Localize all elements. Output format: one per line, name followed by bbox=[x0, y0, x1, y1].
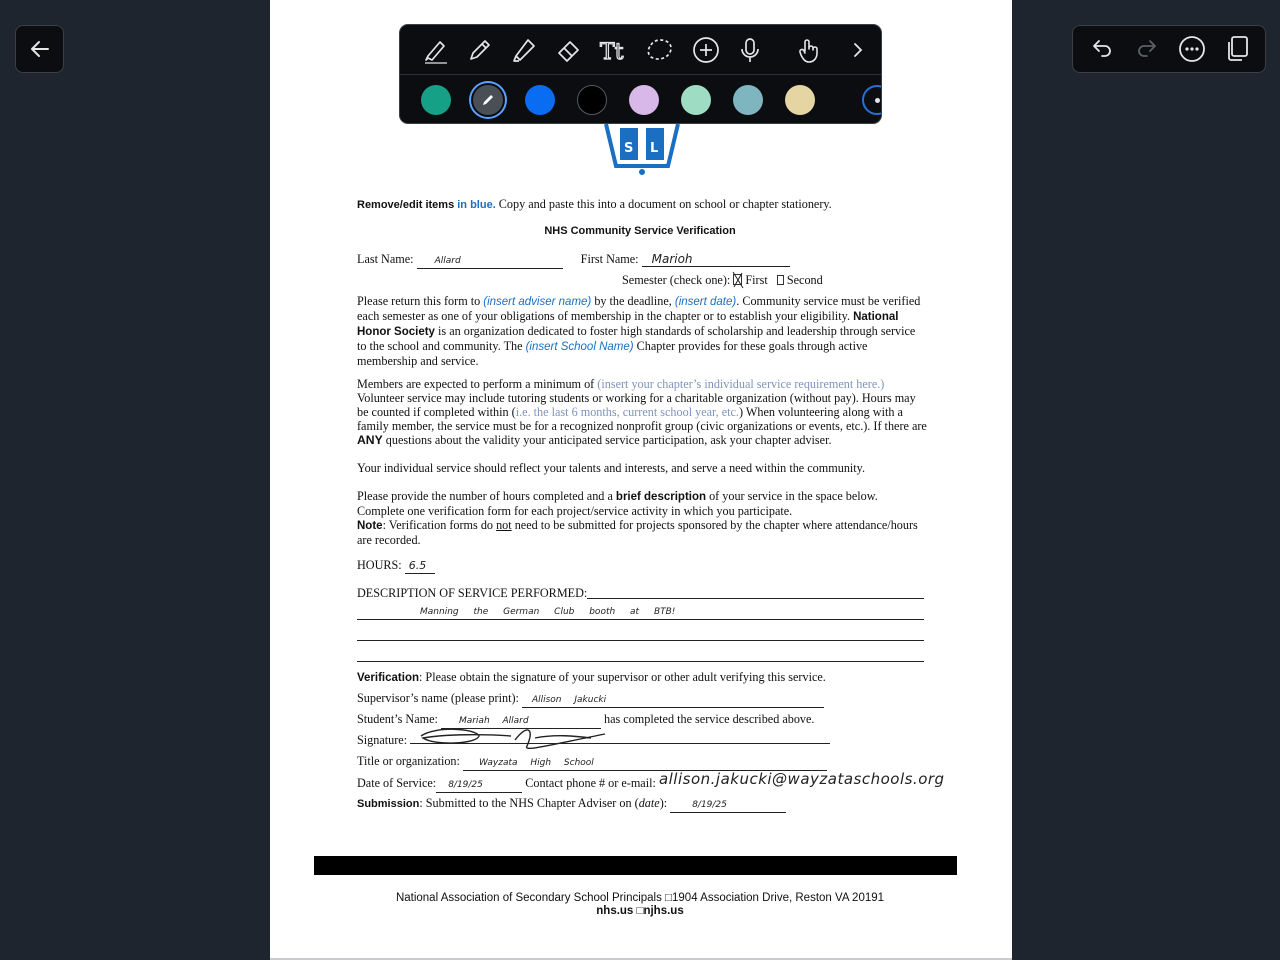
add-icon bbox=[691, 35, 721, 65]
date-of-service-field[interactable] bbox=[436, 776, 522, 793]
description-value[interactable]: Manning the German Club booth at BTB! bbox=[420, 607, 676, 617]
eraser-tool[interactable] bbox=[553, 34, 585, 66]
pencil-icon bbox=[466, 36, 494, 64]
para1-text: by the deadline, bbox=[591, 294, 675, 308]
student-label: Student’s Name: bbox=[357, 712, 438, 726]
submission-date-italic: date bbox=[638, 796, 660, 810]
lasso-icon bbox=[645, 35, 675, 65]
annotation-toolbar bbox=[399, 24, 882, 124]
date-contact-row bbox=[357, 770, 977, 793]
form-title: NHS Community Service Verification bbox=[544, 225, 736, 237]
requirement-placeholder: (insert your chapter’s individual service requirement here.) bbox=[597, 377, 885, 391]
hours-field[interactable] bbox=[405, 558, 435, 574]
svg-text:S: S bbox=[624, 141, 634, 156]
supervisor-label: Supervisor’s name (please print): bbox=[357, 691, 519, 705]
semester-first-label: First bbox=[745, 273, 768, 287]
description-line bbox=[357, 661, 924, 662]
description-label: DESCRIPTION OF SERVICE PERFORMED: bbox=[357, 586, 588, 600]
chevron-right-icon bbox=[849, 41, 867, 59]
pages-button[interactable] bbox=[1222, 34, 1252, 64]
semester-row bbox=[622, 273, 882, 287]
signature-label: Signature: bbox=[357, 733, 408, 747]
note-not: not bbox=[496, 518, 512, 532]
note-label: Note bbox=[357, 520, 383, 532]
paragraph-talents: Your individual service should reflect your talents and interests, and serve a need within the community. bbox=[357, 461, 866, 475]
last-name-field[interactable] bbox=[417, 252, 563, 269]
color-swatch-lavender[interactable] bbox=[629, 85, 659, 115]
timeframe-placeholder: i.e. the last 6 months, current school year, etc. bbox=[515, 405, 739, 419]
first-name-field[interactable] bbox=[642, 252, 790, 267]
color-swatch-black[interactable] bbox=[577, 85, 607, 115]
para1-text: Please return this form to bbox=[357, 294, 484, 308]
description-line bbox=[357, 640, 924, 641]
fountain-pen-icon bbox=[422, 36, 450, 64]
adviser-name-placeholder: (insert adviser name) bbox=[483, 296, 592, 308]
footer-bar bbox=[314, 856, 957, 875]
para2-text: questions about the validity your anticipated service participation, ask your chapter adviser. bbox=[382, 433, 832, 447]
text-tool-icon bbox=[599, 36, 629, 64]
submission-date-value: 8/19/25 bbox=[692, 800, 727, 810]
paragraph-provide bbox=[357, 489, 927, 547]
nhs-bold: National Honor Society bbox=[357, 311, 899, 338]
redo-icon bbox=[1136, 38, 1158, 60]
paragraph-return bbox=[357, 294, 927, 368]
semester-second-checkbox[interactable] bbox=[777, 275, 784, 285]
back-button[interactable] bbox=[15, 25, 64, 73]
highlighter-tool[interactable] bbox=[508, 34, 540, 66]
verification-text: : Please obtain the signature of your supervisor or other adult verifying this service. bbox=[419, 670, 826, 684]
date-of-service-value: 8/19/25 bbox=[448, 780, 483, 790]
last-name-value: Allard bbox=[434, 256, 461, 266]
color-swatch-slate-teal[interactable] bbox=[733, 85, 763, 115]
undo-button[interactable] bbox=[1087, 34, 1117, 64]
note-text: need to be submitted for projects sponsored by the chapter where attendance/hours are recorded. bbox=[357, 518, 918, 547]
para1-text: . Community service must be verified each semester as one of your obligations of membership in the chapter or to establish your eligibility. bbox=[357, 294, 921, 323]
hours-row bbox=[357, 558, 927, 574]
fountain-pen-tool[interactable] bbox=[420, 34, 452, 66]
instructions-line bbox=[357, 197, 927, 212]
text-tool[interactable] bbox=[598, 34, 630, 66]
instructions-bold: Remove/edit items bbox=[357, 199, 455, 211]
supervisor-value: Allison Jakucki bbox=[531, 695, 607, 705]
undo-icon bbox=[1091, 38, 1113, 60]
title-row bbox=[357, 754, 927, 771]
color-swatch-blue[interactable] bbox=[525, 85, 555, 115]
touch-mode-button[interactable] bbox=[794, 34, 826, 66]
contact-value[interactable]: allison.jakucki@wayzataschools.org bbox=[658, 770, 945, 788]
submission-date-field[interactable] bbox=[670, 796, 786, 813]
signature-image bbox=[415, 722, 615, 754]
name-row bbox=[357, 252, 927, 269]
semester-second-label: Second bbox=[786, 273, 823, 287]
student-after-text: has completed the service described above. bbox=[604, 712, 815, 726]
paragraph-members bbox=[357, 377, 927, 447]
semester-first-checkbox[interactable] bbox=[733, 274, 742, 285]
submission-text: : Submitted to the NHS Chapter Adviser on ( bbox=[419, 796, 639, 810]
instructions-blue: in blue. bbox=[457, 199, 496, 211]
microphone-icon bbox=[736, 36, 764, 64]
eraser-icon bbox=[555, 36, 583, 64]
color-swatch-sand[interactable] bbox=[785, 85, 815, 115]
date-of-service-label: Date of Service: bbox=[357, 776, 437, 790]
microphone-button[interactable] bbox=[734, 34, 766, 66]
arrow-left-icon bbox=[29, 38, 51, 60]
color-swatch-gray-selected[interactable] bbox=[473, 85, 503, 115]
para2-text: Volunteer service may include tutoring students or working for a charitable organization (without pay). Hours may be counted if completed within ( bbox=[357, 391, 916, 419]
last-name-label: Last Name: bbox=[357, 252, 414, 266]
para1-text: is an organization dedicated to foster high standards of scholarship and leadership through service to the school and community. The bbox=[357, 324, 916, 353]
pencil-icon bbox=[481, 93, 495, 107]
para4-text: of your service in the space below. Complete one verification form for each project/service activity in which you participate. bbox=[357, 489, 878, 518]
supervisor-row bbox=[357, 691, 927, 708]
pencil-tool[interactable] bbox=[464, 34, 496, 66]
contact-label: Contact phone # or e-mail: bbox=[525, 776, 656, 790]
more-button[interactable] bbox=[1177, 34, 1207, 64]
para1-text: Chapter provides for these goals through active membership and service. bbox=[357, 339, 868, 368]
color-swatch-mint[interactable] bbox=[681, 85, 711, 115]
semester-label: Semester (check one): bbox=[622, 273, 731, 287]
first-name-value: Marioh bbox=[651, 252, 693, 266]
submission-bold: Submission bbox=[357, 798, 420, 810]
any-bold: ANY bbox=[357, 433, 383, 447]
student-value: Mariah Allard bbox=[458, 716, 529, 726]
date-placeholder: (insert date) bbox=[674, 296, 737, 308]
nhs-logo bbox=[604, 120, 680, 178]
school-name-placeholder: (insert School Name) bbox=[525, 341, 634, 353]
lasso-tool[interactable] bbox=[644, 34, 676, 66]
color-swatch-teal[interactable] bbox=[421, 85, 451, 115]
footer-links: nhs.us □njhs.us bbox=[596, 905, 684, 917]
supervisor-field[interactable] bbox=[522, 691, 824, 708]
highlighter-icon bbox=[510, 36, 538, 64]
document-controls bbox=[1072, 25, 1266, 73]
para4-text: Please provide the number of hours completed and a bbox=[357, 489, 616, 503]
brief-description-bold: brief description bbox=[615, 491, 707, 503]
instructions-rest: Copy and paste this into a document on school or chapter stationery. bbox=[495, 197, 832, 211]
title-field[interactable] bbox=[463, 754, 827, 771]
para2-text: Members are expected to perform a minimum of bbox=[357, 377, 598, 391]
submission-text: ): bbox=[659, 796, 668, 810]
hours-value: 6.5 bbox=[408, 559, 427, 572]
pages-icon bbox=[1224, 35, 1250, 63]
hours-label: HOURS: bbox=[357, 558, 402, 572]
checkmark-icon bbox=[731, 270, 745, 290]
first-name-label: First Name: bbox=[580, 252, 639, 266]
more-icon bbox=[1178, 35, 1206, 63]
description-line bbox=[587, 598, 924, 599]
redo-button[interactable] bbox=[1132, 34, 1162, 64]
color-palette bbox=[400, 76, 881, 124]
para2-text: ) When volunteering along with a family member, the service must be for a recognized nonprofit group (civic organizations or events, etc.). If there are bbox=[357, 405, 927, 433]
add-button[interactable] bbox=[690, 34, 722, 66]
stroke-width-selector[interactable] bbox=[862, 85, 882, 115]
description-line bbox=[357, 619, 924, 620]
footer-address: National Association of Secondary School Principals □1904 Association Drive, Reston VA 20191 bbox=[395, 892, 885, 904]
svg-text:L: L bbox=[650, 141, 659, 156]
verification-row bbox=[357, 670, 927, 685]
title-value: Wayzata High School bbox=[478, 758, 594, 768]
svg-text:Tt: Tt bbox=[600, 40, 624, 64]
verification-bold: Verification bbox=[357, 672, 419, 684]
tools-row bbox=[400, 25, 881, 75]
submission-row bbox=[357, 796, 927, 813]
title-label: Title or organization: bbox=[357, 754, 460, 768]
note-text: : Verification forms do bbox=[382, 518, 497, 532]
hand-touch-icon bbox=[796, 36, 824, 64]
toolbar-next-button[interactable] bbox=[842, 34, 874, 66]
